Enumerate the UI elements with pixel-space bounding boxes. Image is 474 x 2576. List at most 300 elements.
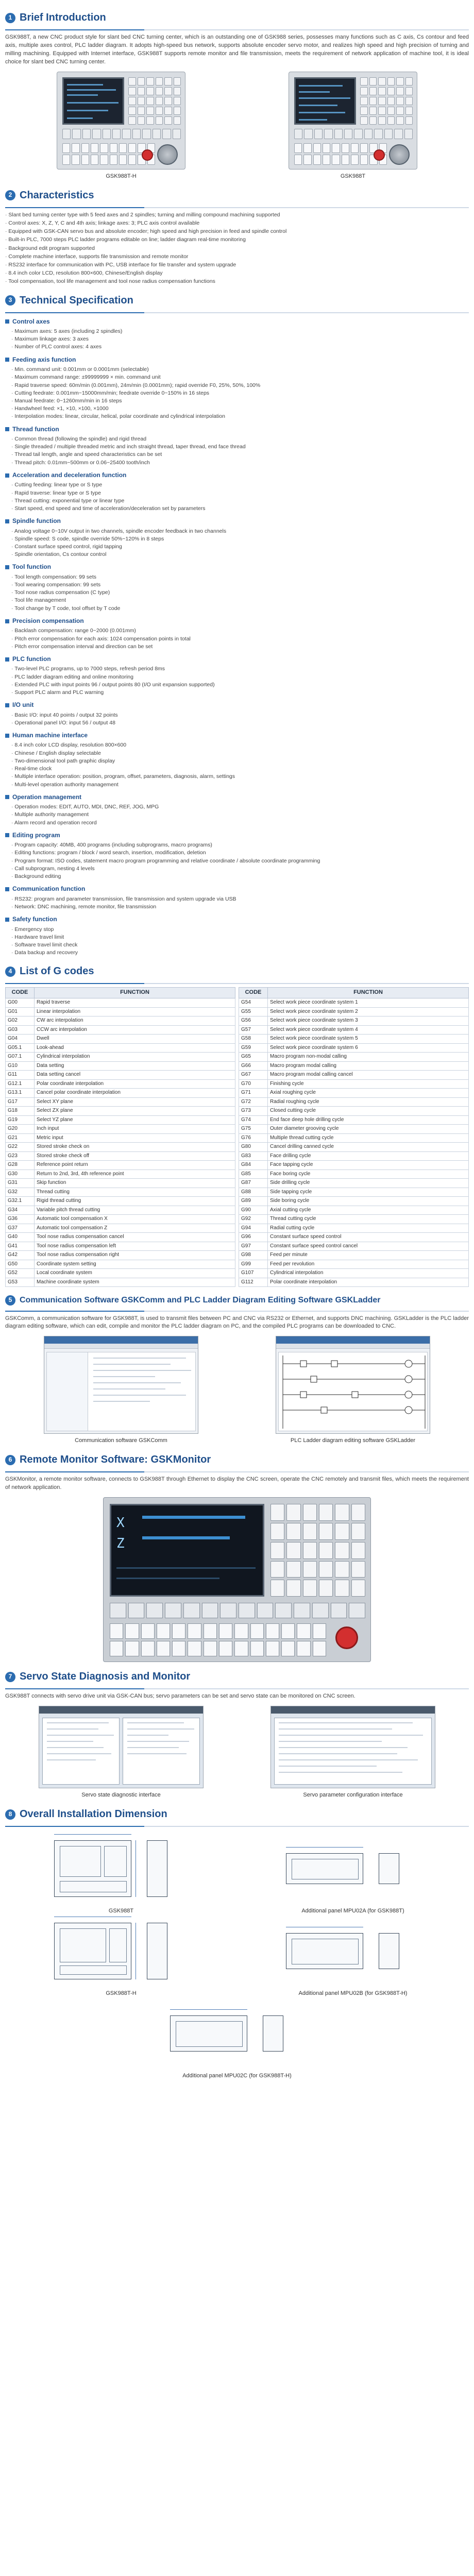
spec-group-title: Communication function xyxy=(12,885,86,893)
gcode-function: End face deep hole drilling cycle xyxy=(268,1115,469,1125)
gcode-code: G94 xyxy=(239,1224,268,1233)
section-number-icon: 8 xyxy=(5,1809,15,1820)
section-servo-header xyxy=(5,1669,469,1684)
square-bullet-icon xyxy=(5,427,9,431)
figure-caption: Communication software GSKComm xyxy=(75,1437,167,1444)
gcode-row xyxy=(6,1115,235,1125)
gcode-code: G18 xyxy=(6,1107,35,1116)
emergency-stop-icon xyxy=(374,149,385,161)
gcode-function: Thread cutting cycle xyxy=(268,1215,469,1224)
gcode-code: G19 xyxy=(6,1115,35,1125)
spec-item: · Multiple authority management xyxy=(11,811,469,819)
section-divider xyxy=(5,312,469,313)
spec-item: · Constant surface speed control, rigid tapping xyxy=(11,543,469,551)
dimension-gsk988t xyxy=(5,1830,237,1914)
gcode-code: G92 xyxy=(239,1215,268,1224)
emergency-stop-icon xyxy=(335,1626,358,1649)
section-title: Overall Installation Dimension xyxy=(20,1808,167,1820)
section-title: Brief Introduction xyxy=(20,12,106,23)
gcode-function: Dwell xyxy=(35,1035,235,1044)
gskmonitor-screenshot: X Z xyxy=(103,1497,371,1662)
gcode-function: Select ZX plane xyxy=(35,1107,235,1116)
characteristic-item: · Complete machine interface, supports file transmission and remote monitor xyxy=(5,253,469,261)
spec-group-heading xyxy=(5,425,469,434)
spec-group-heading xyxy=(5,793,469,802)
gcode-code: G13.1 xyxy=(6,1089,35,1098)
gcode-code: G99 xyxy=(239,1260,268,1269)
section-title: Technical Specification xyxy=(20,294,133,306)
figure-gskcomm xyxy=(44,1336,198,1445)
gcode-row xyxy=(239,1161,469,1170)
spec-item: · Multi-level operation authority management xyxy=(11,781,469,789)
dimension-drawing xyxy=(44,1912,198,1997)
gcode-function: Cancel drilling canned cycle xyxy=(268,1143,469,1152)
gcode-function: Select YZ plane xyxy=(35,1115,235,1125)
spec-item: · Cutting feeding: linear type or S type xyxy=(11,481,469,489)
figure-servo-config xyxy=(270,1706,435,1800)
figure-caption: GSK988T xyxy=(340,173,366,179)
gcode-code: G30 xyxy=(6,1170,35,1179)
spec-item: · Emergency stop xyxy=(11,926,469,934)
gcode-row xyxy=(6,1061,235,1071)
gcode-row xyxy=(239,1043,469,1053)
spec-item: · Interpolation modes: linear, circular, helical, polar coordinate and cylindrical interpolation xyxy=(11,413,469,420)
gcode-row xyxy=(6,1206,235,1215)
gcode-function: Constant surface speed control cancel xyxy=(268,1242,469,1251)
gcode-row xyxy=(239,998,469,1008)
spec-group xyxy=(5,563,469,612)
spec-group-heading xyxy=(5,701,469,709)
override-knob-icon xyxy=(157,144,178,165)
characteristic-item: · Built-in PLC, 7000 steps PLC ladder programs editable on line; ladder diagram real-time monitoring xyxy=(5,236,469,244)
gcode-code: G32 xyxy=(6,1188,35,1197)
gcode-code: G42 xyxy=(6,1251,35,1260)
square-bullet-icon xyxy=(5,473,9,478)
gcode-code: G107 xyxy=(239,1269,268,1278)
gcode-code: G70 xyxy=(239,1079,268,1089)
gcode-function: Reference point return xyxy=(35,1161,235,1170)
gcode-code: G20 xyxy=(6,1125,35,1134)
gcode-function: Automatic tool compensation X xyxy=(35,1215,235,1224)
gcode-row xyxy=(239,1251,469,1260)
spec-item: · Rapid traverse: linear type or S type xyxy=(11,489,469,497)
spec-item: · Two-level PLC programs, up to 7000 steps, refresh period 8ms xyxy=(11,665,469,673)
gcode-code: G87 xyxy=(239,1179,268,1188)
gcode-table-right xyxy=(239,987,469,1287)
spec-item: · Operational panel I/O: input 56 / output 48 xyxy=(11,719,469,727)
spec-group-heading xyxy=(5,563,469,571)
gcode-code: G00 xyxy=(6,998,35,1008)
spec-item: · Background editing xyxy=(11,873,469,880)
gcode-row xyxy=(239,1115,469,1125)
section-divider xyxy=(5,983,469,984)
gcode-row xyxy=(6,1035,235,1044)
gcode-row xyxy=(239,1215,469,1224)
gcode-code: G12.1 xyxy=(6,1079,35,1089)
gcode-function: Multiple thread cutting cycle xyxy=(268,1133,469,1143)
spec-group xyxy=(5,425,469,467)
gcode-row xyxy=(239,1133,469,1143)
spec-group xyxy=(5,701,469,727)
characteristic-item: · Slant bed turning center type with 5 feed axes and 2 spindles; turning and milling compound machining supported xyxy=(5,211,469,219)
software-text: GSKComm, a communication software for GSK988T, is used to transmit files between PC and CNC via RS232 or Ethernet, and supports DNC machining. GSKLadder is the PLC ladder diagram editing software, which can edit, compile and monitor the PLC ladder diagram on PC, and the compiled PLC programs can be downloaded to CNC. xyxy=(5,1315,469,1330)
spec-item: · Network: DNC machining, remote monitor, file transmission xyxy=(11,903,469,911)
section-divider xyxy=(5,207,469,208)
section-remote-header xyxy=(5,1452,469,1467)
gcode-function: Metric input xyxy=(35,1133,235,1143)
figure-caption: PLC Ladder diagram editing software GSKLadder xyxy=(290,1437,416,1444)
gcode-row xyxy=(6,1161,235,1170)
gcode-function: Rigid thread cutting xyxy=(35,1197,235,1206)
gcode-function: Look-ahead xyxy=(35,1043,235,1053)
spec-item: · Thread pitch: 0.01mm~500mm or 0.06~25400 tooth/inch xyxy=(11,459,469,467)
section-number-icon: 7 xyxy=(5,1672,15,1682)
gcode-function: Radial cutting cycle xyxy=(268,1224,469,1233)
spec-group-heading xyxy=(5,471,469,480)
spec-group-title: I/O unit xyxy=(12,701,34,709)
section-number-icon: 4 xyxy=(5,967,15,977)
gcode-row xyxy=(239,1242,469,1251)
gcode-function: Side drilling cycle xyxy=(268,1179,469,1188)
gcode-row xyxy=(6,1242,235,1251)
gcode-row xyxy=(6,1107,235,1116)
spec-item: · Handwheel feed: ×1, ×10, ×100, ×1000 xyxy=(11,405,469,413)
characteristic-item: · Control axes: X, Z, Y, C and 4th axis; linkage axes: 3; PLC axis control available xyxy=(5,219,469,227)
square-bullet-icon xyxy=(5,795,9,799)
gcode-code: G57 xyxy=(239,1025,268,1035)
section-title: Servo State Diagnosis and Monitor xyxy=(20,1671,191,1683)
gcode-row xyxy=(239,1197,469,1206)
square-bullet-icon xyxy=(5,833,9,837)
gcode-code: G28 xyxy=(6,1161,35,1170)
gcode-code: G02 xyxy=(6,1016,35,1026)
spec-group-title: Control axes xyxy=(12,317,50,325)
gcode-row xyxy=(239,1224,469,1233)
spec-item: · Thread tail length, angle and speed characteristics can be set xyxy=(11,451,469,459)
dimension-caption: GSK988T xyxy=(108,1908,134,1914)
dimension-drawing xyxy=(44,1830,198,1914)
square-bullet-icon xyxy=(5,734,9,738)
gcode-function: Select work piece coordinate system 2 xyxy=(268,1007,469,1016)
gcode-row xyxy=(6,1251,235,1260)
gcode-code: G05.1 xyxy=(6,1043,35,1053)
gcode-code: G76 xyxy=(239,1133,268,1143)
gcode-code: G75 xyxy=(239,1125,268,1134)
gcode-row xyxy=(6,1188,235,1197)
spec-item: · Start speed, end speed and time of acceleration/deceleration set by parameters xyxy=(11,505,469,513)
spec-group xyxy=(5,831,469,880)
spec-item: · Tool change by T code, tool offset by T code xyxy=(11,605,469,613)
spec-item: · Support PLC alarm and PLC warning xyxy=(11,689,469,697)
gcode-function: Face drilling cycle xyxy=(268,1151,469,1161)
gcode-function: CCW arc interpolation xyxy=(35,1025,235,1035)
spec-item: · Extended PLC with input points 96 / output points 80 (I/O unit expansion supported) xyxy=(11,681,469,689)
spec-item: · Tool length compensation: 99 sets xyxy=(11,573,469,581)
section-number-icon: 6 xyxy=(5,1455,15,1465)
gcode-row xyxy=(6,1224,235,1233)
spec-groups xyxy=(5,317,469,957)
spec-group xyxy=(5,471,469,513)
gcode-row xyxy=(6,1125,235,1134)
spec-item: · Manual feedrate: 0~1260mm/min in 16 steps xyxy=(11,397,469,405)
spec-item: · Common thread (following the spindle) and rigid thread xyxy=(11,435,469,443)
square-bullet-icon xyxy=(5,657,9,662)
gcode-row xyxy=(6,1179,235,1188)
gcode-function: Data setting xyxy=(35,1061,235,1071)
spec-group xyxy=(5,517,469,558)
gcode-function: Return to 2nd, 3rd, 4th reference point xyxy=(35,1170,235,1179)
square-bullet-icon xyxy=(5,519,9,523)
gcode-code: G71 xyxy=(239,1089,268,1098)
spec-item: · Basic I/O: input 40 points / output 32 points xyxy=(11,711,469,719)
gcode-function: Select work piece coordinate system 1 xyxy=(268,998,469,1008)
gskladder-screenshot xyxy=(276,1336,430,1434)
gskcomm-screenshot xyxy=(44,1336,198,1434)
gcode-row xyxy=(239,1206,469,1215)
spec-group-title: Safety function xyxy=(12,916,57,923)
servo-config-screenshot xyxy=(270,1706,435,1788)
spec-item: · Tool wearing compensation: 99 sets xyxy=(11,581,469,589)
gcode-function: Select work piece coordinate system 3 xyxy=(268,1016,469,1026)
spec-group-heading xyxy=(5,355,469,364)
gcode-code: G90 xyxy=(239,1206,268,1215)
section-number-icon: 3 xyxy=(5,295,15,306)
gcode-code: G66 xyxy=(239,1061,268,1071)
gcode-function: Select XY plane xyxy=(35,1097,235,1107)
gcode-row xyxy=(239,1035,469,1044)
spec-item: · Analog voltage 0~10V output in two channels, spindle encoder feedback in two channels xyxy=(11,528,469,535)
gcode-code: G98 xyxy=(239,1251,268,1260)
software-figures xyxy=(5,1336,469,1445)
section-gcode-header xyxy=(5,964,469,979)
square-bullet-icon xyxy=(5,918,9,922)
gcode-row xyxy=(6,1089,235,1098)
spec-group-heading xyxy=(5,885,469,893)
gcode-code: G89 xyxy=(239,1197,268,1206)
section-title: Remote Monitor Software: GSKMonitor xyxy=(20,1454,211,1466)
spec-item: · Pitch error compensation for each axis: 1024 compensation points in total xyxy=(11,635,469,643)
gcode-row xyxy=(239,1170,469,1179)
square-bullet-icon xyxy=(5,887,9,891)
spec-group-title: Spindle function xyxy=(12,517,61,525)
col-function: FUNCTION xyxy=(268,988,469,998)
spec-item: · Program capacity: 40MB, 400 programs (including subprograms, macro programs) xyxy=(11,841,469,849)
dimension-drawings xyxy=(5,1830,469,2079)
gcode-row xyxy=(239,1097,469,1107)
gcode-code: G112 xyxy=(239,1278,268,1287)
characteristic-item: · Background edit program supported xyxy=(5,245,469,252)
spec-item: · Call subprogram, nesting 4 levels xyxy=(11,865,469,873)
gcode-function: Face boring cycle xyxy=(268,1170,469,1179)
spec-item: · Hardware travel limit xyxy=(11,934,469,941)
spec-item: · RS232: program and parameter transmission, file transmission and system upgrade via USB xyxy=(11,895,469,903)
spec-group-title: Feeding axis function xyxy=(12,355,76,363)
gcode-function: Polar coordinate interpolation xyxy=(35,1079,235,1089)
gcode-row xyxy=(239,1016,469,1026)
gcode-tables xyxy=(5,987,469,1287)
gcode-function: Select work piece coordinate system 4 xyxy=(268,1025,469,1035)
section-spec-header xyxy=(5,293,469,308)
gcode-code: G56 xyxy=(239,1016,268,1026)
gcode-code: G04 xyxy=(6,1035,35,1044)
gcode-code: G23 xyxy=(6,1151,35,1161)
spec-item: · Operation modes: EDIT, AUTO, MDI, DNC, REF, JOG, MPG xyxy=(11,803,469,811)
dimension-mpu02a xyxy=(237,1830,469,1914)
gcode-row xyxy=(239,1260,469,1269)
gcode-code: G11 xyxy=(6,1071,35,1080)
spec-group-title: Precision compensation xyxy=(12,617,84,624)
servo-text: GSK988T connects with servo drive unit via GSK-CAN bus; servo parameters can be set and servo state can be monitored on CNC screen. xyxy=(5,1693,356,1700)
gcode-code: G55 xyxy=(239,1007,268,1016)
gcode-row xyxy=(6,1233,235,1242)
spec-group xyxy=(5,355,469,421)
spec-item: · Backlash compensation: range 0~2000 (0.001mm) xyxy=(11,627,469,635)
gcode-row xyxy=(6,998,235,1008)
dimension-caption: GSK988T-H xyxy=(106,1990,137,1997)
gcode-row xyxy=(6,1025,235,1035)
gcode-code: G53 xyxy=(6,1278,35,1287)
spec-group-title: Operation management xyxy=(12,793,82,801)
spec-group-heading xyxy=(5,655,469,664)
spec-item: · Maximum command range: ±99999999 × min. command unit xyxy=(11,374,469,381)
square-bullet-icon xyxy=(5,619,9,623)
gcode-function: Rapid traverse xyxy=(35,998,235,1008)
spec-group xyxy=(5,915,469,957)
gcode-code: G31 xyxy=(6,1179,35,1188)
spec-group xyxy=(5,885,469,911)
spec-item: · PLC ladder diagram editing and online monitoring xyxy=(11,673,469,681)
spec-item: · Maximum axes: 5 axes (including 2 spindles) xyxy=(11,328,469,335)
gcode-row xyxy=(6,1143,235,1152)
gcode-code: G85 xyxy=(239,1170,268,1179)
square-bullet-icon xyxy=(5,703,9,707)
spec-item: · Pitch error compensation interval and direction can be set xyxy=(11,643,469,651)
gcode-row xyxy=(6,1197,235,1206)
spec-group-heading xyxy=(5,915,469,924)
gcode-row xyxy=(239,1278,469,1287)
characteristic-item: · 8.4 inch color LCD, resolution 800×600, Chinese/English display xyxy=(5,269,469,277)
spec-item: · Tool nose radius compensation (C type) xyxy=(11,589,469,597)
section-divider xyxy=(5,1826,469,1827)
spec-group-heading xyxy=(5,517,469,526)
figure-gsk988t-h xyxy=(57,72,185,181)
dimension-caption: Additional panel MPU02B (for GSK988T-H) xyxy=(298,1990,408,1997)
spec-item: · Tool life management xyxy=(11,597,469,604)
gcode-row xyxy=(6,1071,235,1080)
section-number-icon: 1 xyxy=(5,13,15,23)
servo-figures xyxy=(5,1706,469,1800)
section-brief-header xyxy=(5,10,469,25)
gcode-row xyxy=(6,1007,235,1016)
spec-group xyxy=(5,617,469,651)
gcode-row xyxy=(239,1007,469,1016)
gcode-function: Select work piece coordinate system 5 xyxy=(268,1035,469,1044)
section-divider xyxy=(5,1471,469,1472)
gcode-row xyxy=(239,1151,469,1161)
gcode-code: G96 xyxy=(239,1233,268,1242)
gcode-function: Constant surface speed control xyxy=(268,1233,469,1242)
gcode-code: G50 xyxy=(6,1260,35,1269)
spec-item: · Maximum linkage axes: 3 axes xyxy=(11,335,469,343)
gcode-code: G88 xyxy=(239,1188,268,1197)
cnc-panel-image xyxy=(289,72,417,170)
spec-group-title: Human machine interface xyxy=(12,732,88,739)
section-dimension-header xyxy=(5,1807,469,1822)
figure-caption: Servo state diagnostic interface xyxy=(81,1792,161,1799)
gcode-row xyxy=(239,1107,469,1116)
gcode-function: Tool nose radius compensation cancel xyxy=(35,1233,235,1242)
spec-group xyxy=(5,317,469,351)
gcode-code: G40 xyxy=(6,1233,35,1242)
col-code: CODE xyxy=(6,988,35,998)
gcode-code: G80 xyxy=(239,1143,268,1152)
gcode-function: Feed per minute xyxy=(268,1251,469,1260)
spec-item: · Chinese / English display selectable xyxy=(11,750,469,757)
gcode-code: G17 xyxy=(6,1097,35,1107)
characteristic-item: · RS232 interface for communication with PC, USB interface for file transfer and system upgrade xyxy=(5,261,469,269)
gcode-code: G58 xyxy=(239,1035,268,1044)
section-number-icon: 5 xyxy=(5,1295,15,1306)
section-title: Communication Software GSKComm and PLC Ladder Diagram Editing Software GSKLadder xyxy=(20,1296,381,1305)
gcode-function: Inch input xyxy=(35,1125,235,1134)
gcode-row xyxy=(6,1170,235,1179)
gcode-row xyxy=(239,1071,469,1080)
gcode-code: G21 xyxy=(6,1133,35,1143)
dimension-drawing xyxy=(160,1995,314,2079)
spec-group xyxy=(5,793,469,827)
gcode-function: Variable pitch thread cutting xyxy=(35,1206,235,1215)
gcode-code: G07.1 xyxy=(6,1053,35,1062)
gcode-row xyxy=(6,1269,235,1278)
gcode-function: Cancel polar coordinate interpolation xyxy=(35,1089,235,1098)
spec-item: · Two-dimensional tool path graphic display xyxy=(11,757,469,765)
square-bullet-icon xyxy=(5,565,9,569)
gcode-row xyxy=(239,1269,469,1278)
gcode-code: G22 xyxy=(6,1143,35,1152)
gcode-code: G67 xyxy=(239,1071,268,1080)
gcode-row xyxy=(6,1053,235,1062)
gcode-code: G01 xyxy=(6,1007,35,1016)
spec-group-title: Thread function xyxy=(12,425,59,433)
dimension-gsk988t-h xyxy=(5,1912,237,1997)
gcode-row xyxy=(239,1053,469,1062)
dimension-caption: Additional panel MPU02C (for GSK988T-H) xyxy=(182,2073,292,2079)
gcode-row xyxy=(6,1079,235,1089)
gcode-table-left xyxy=(5,987,235,1287)
section-software-header xyxy=(5,1294,469,1306)
gcode-code: G32.1 xyxy=(6,1197,35,1206)
gcode-row xyxy=(6,1215,235,1224)
gcode-code: G65 xyxy=(239,1053,268,1062)
spec-item: · Software travel limit check xyxy=(11,941,469,949)
brief-figures xyxy=(5,72,469,181)
gcode-function: Skip function xyxy=(35,1179,235,1188)
gcode-function: Face tapping cycle xyxy=(268,1161,469,1170)
figure-gskladder xyxy=(276,1336,430,1445)
square-bullet-icon xyxy=(5,319,9,324)
servo-diagnostic-screenshot xyxy=(39,1706,204,1788)
remote-text: GSKMonitor, a remote monitor software, connects to GSK988T through Ethernet to display the CNC screen, operate the CNC remotely and transmit files, which meets the requirement of network application. xyxy=(5,1476,469,1491)
brief-text: GSK988T, a new CNC product style for slant bed CNC turning center, which is an outstanding one of GSK988 series, possesses many functions such as C axis, Cs contour and feed axis, multiple axes control, PLC ladder diagram. It adopts high-speed bus network, supports absolute encoder servo motor, and realizes high speed and high precision of turning and milling machining. Equipped with Internet interface, GSK988T supports remote monitor and file transmission, meets the requirement of network application of machine tool, it is ideal choice for slant bed CNC turning center. xyxy=(5,34,469,65)
col-code: CODE xyxy=(239,988,268,998)
gcode-function: Closed cutting cycle xyxy=(268,1107,469,1116)
gcode-function: Thread cutting xyxy=(35,1188,235,1197)
spec-item: · Number of PLC control axes: 4 axes xyxy=(11,343,469,351)
gcode-row xyxy=(239,1079,469,1089)
spec-item: · Min. command unit: 0.001mm or 0.0001mm (selectable) xyxy=(11,366,469,374)
gcode-code: G72 xyxy=(239,1097,268,1107)
gcode-code: G10 xyxy=(6,1061,35,1071)
